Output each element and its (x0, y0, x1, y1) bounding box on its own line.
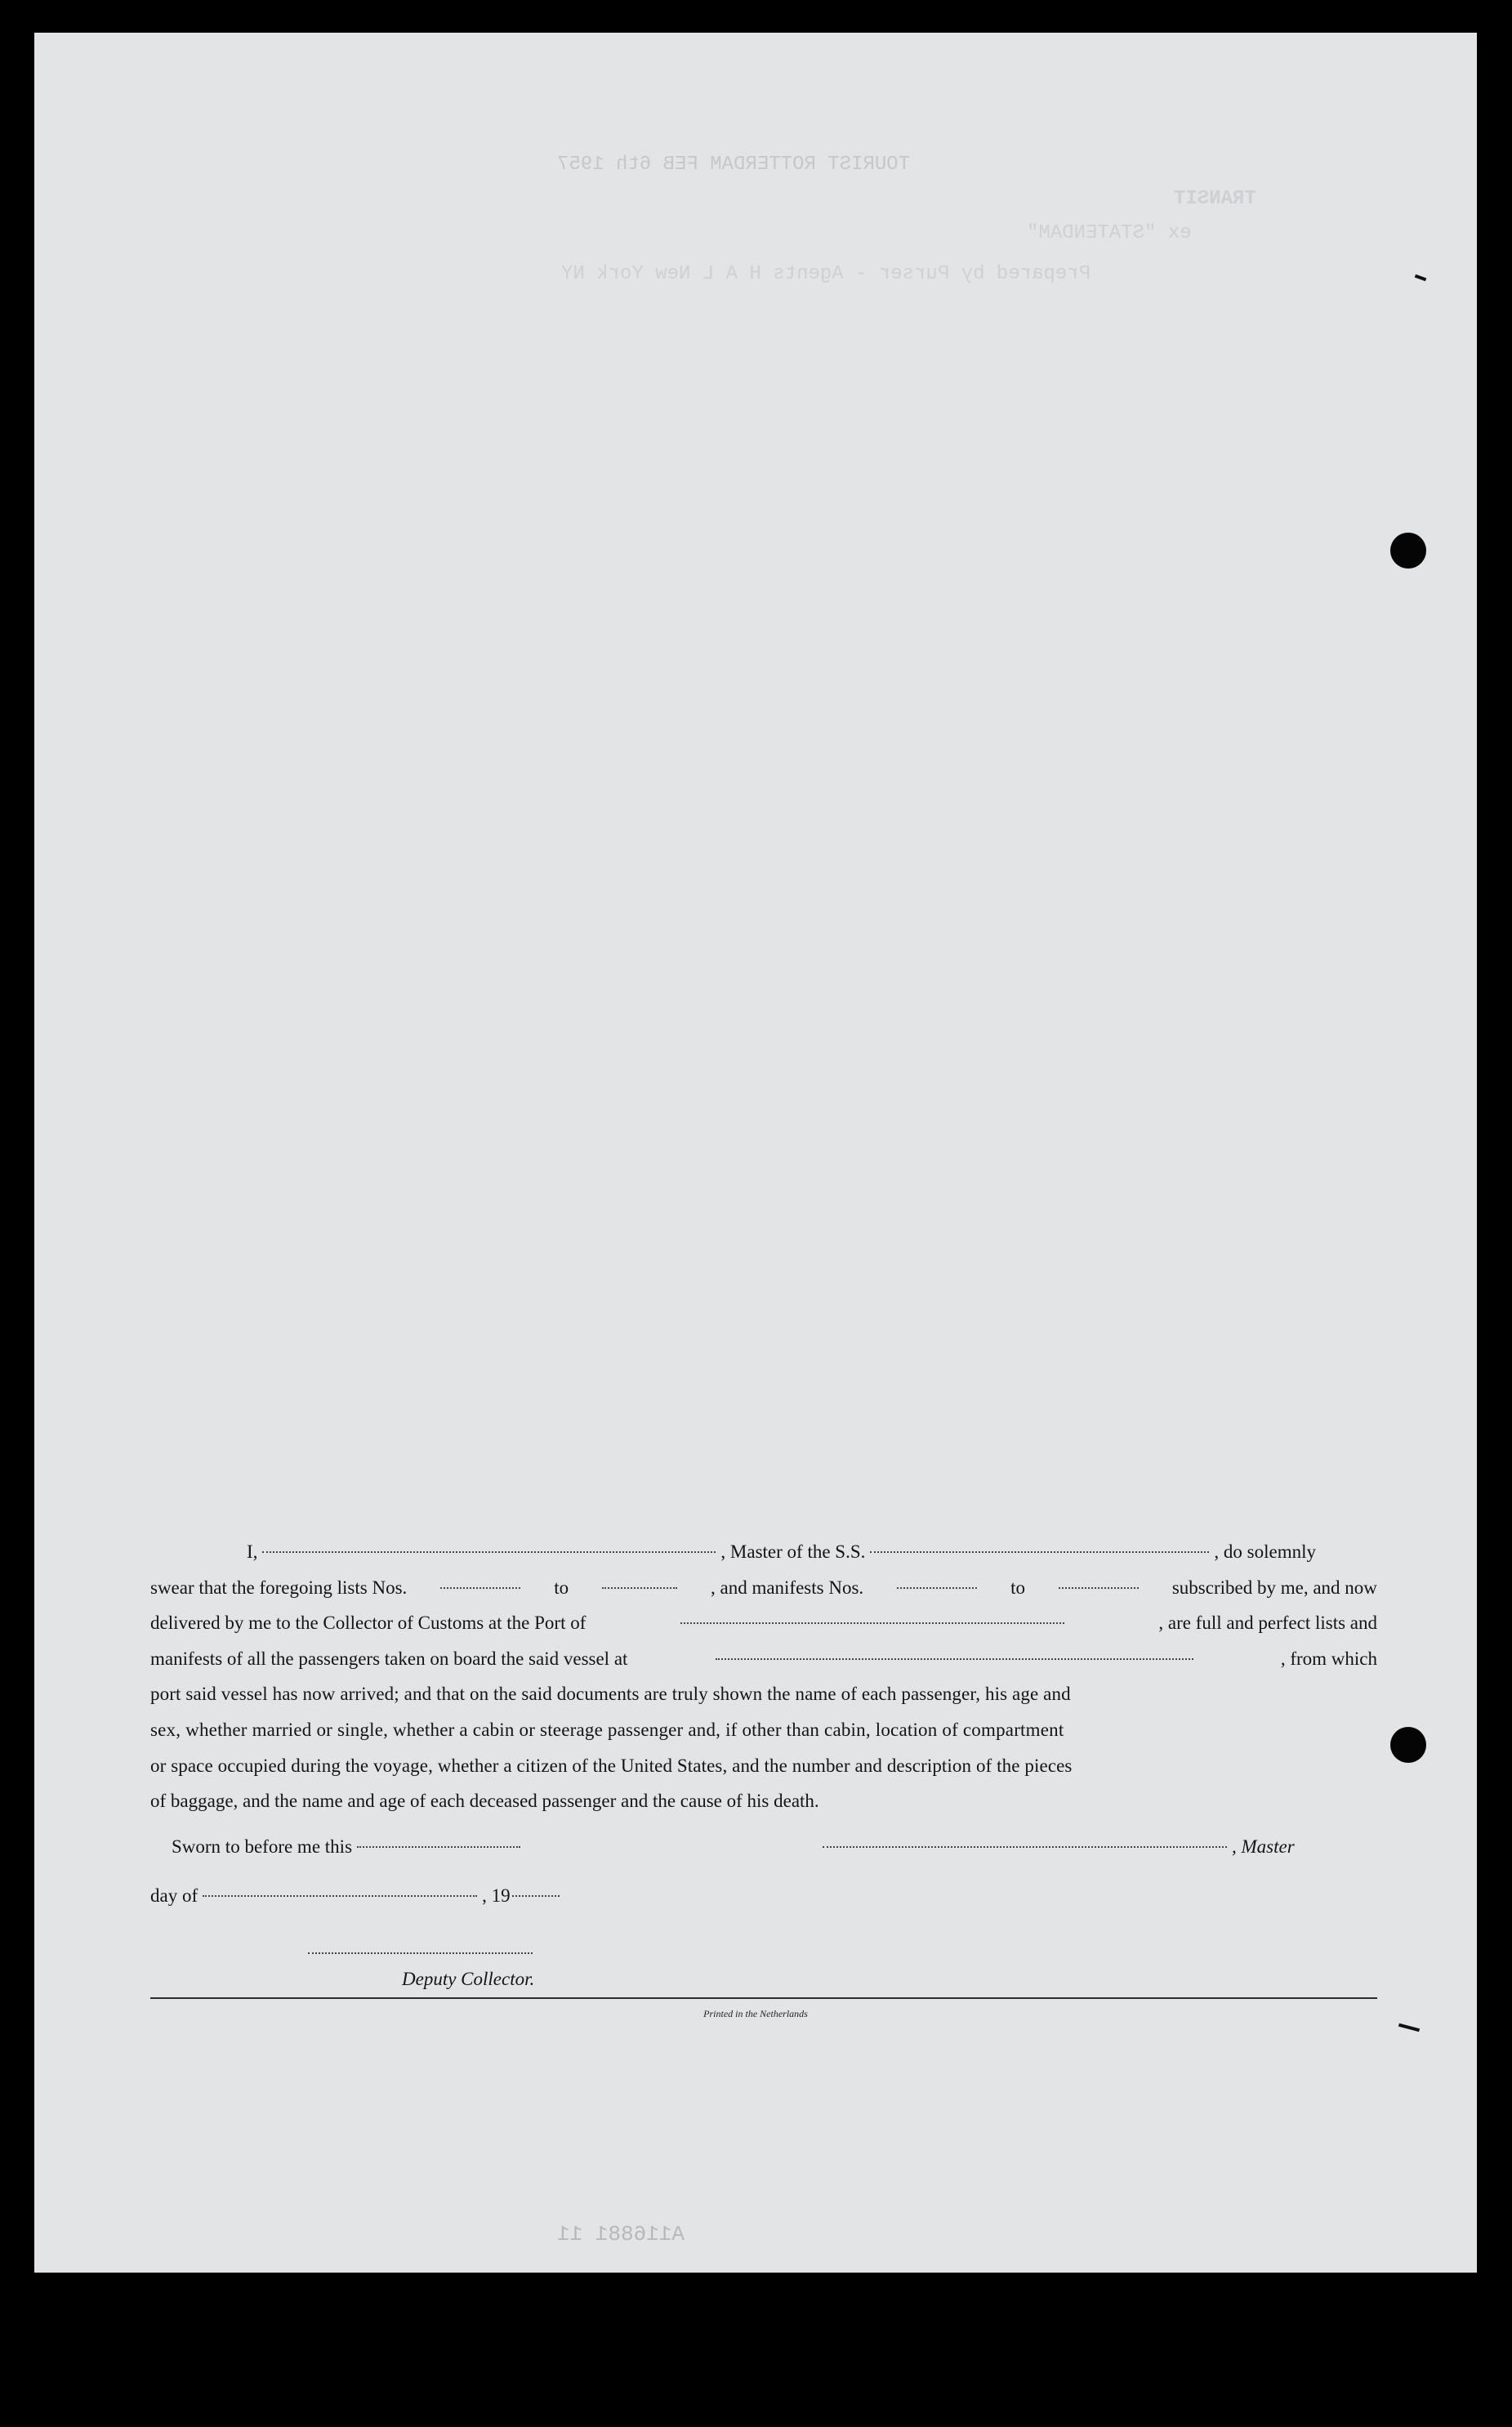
lists-from-field[interactable] (440, 1586, 520, 1589)
year-label: , 19 (482, 1885, 511, 1906)
master-signature-field[interactable] (823, 1845, 1227, 1848)
ghost-heading-transit: TRANSIT (1174, 188, 1256, 210)
oath-text: I, (247, 1541, 258, 1562)
day-line (150, 1885, 1377, 1907)
oath-paragraph (150, 1534, 1377, 1819)
oath-text: , and manifests Nos. (710, 1577, 864, 1598)
oath-line-7 (150, 1748, 1377, 1784)
port-field[interactable] (680, 1622, 1064, 1624)
oath-text: subscribed by me, and now (1171, 1577, 1377, 1598)
oath-line-2 (150, 1570, 1377, 1606)
oath-text: delivered by me to the Collector of Customs at the Port of (150, 1613, 587, 1634)
oath-text: manifests of all the passengers taken on board the said vessel at (150, 1648, 628, 1669)
master-name-field[interactable] (262, 1550, 716, 1553)
ghost-heading-ship: ex "STATENDAM" (1027, 222, 1192, 244)
oath-text: port said vessel has now arrived; and that on the said documents are truly shown the name of each passenger, his age and (150, 1684, 1071, 1705)
day-of-label: day of (150, 1885, 198, 1906)
oath-line-6 (150, 1712, 1377, 1748)
oath-text: sex, whether married or single, whether a cabin or steerage passenger and, if other than cabin, location of compartment (150, 1719, 1064, 1740)
year-field[interactable] (512, 1894, 560, 1897)
master-label: , Master (1232, 1836, 1295, 1857)
manifests-to-field[interactable] (1059, 1586, 1139, 1589)
oath-text: to (1010, 1577, 1025, 1598)
printed-in-label: Printed in the Netherlands (703, 2008, 808, 2019)
oath-text: , Master of the S.S. (720, 1541, 866, 1562)
oath-line-3 (150, 1605, 1377, 1641)
oath-text: swear that the foregoing lists Nos. (150, 1577, 408, 1598)
ghost-heading-prepared: Prepared by Purser - Agents H A L New York NY (561, 263, 1091, 285)
deputy-signature-field[interactable] (308, 1952, 533, 1954)
sworn-line (150, 1836, 1377, 1858)
oath-line-4 (150, 1641, 1377, 1677)
edge-mark (1398, 2023, 1420, 2032)
oath-line-1 (150, 1534, 1377, 1570)
oath-text: , do solemnly (1214, 1541, 1316, 1562)
manifests-from-field[interactable] (897, 1586, 977, 1589)
footer-rule (150, 1997, 1377, 1999)
edge-mark (1415, 274, 1427, 282)
oath-text: of baggage, and the name and age of each deceased passenger and the cause of his death. (150, 1791, 819, 1812)
manifest-page (34, 33, 1477, 2273)
ship-name-field[interactable] (870, 1550, 1209, 1553)
boarding-port-field[interactable] (716, 1657, 1193, 1660)
punch-hole-top (1390, 533, 1426, 569)
day-of-field[interactable] (203, 1894, 477, 1897)
oath-line-5 (150, 1676, 1377, 1712)
oath-text: , are full and perfect lists and (1158, 1613, 1377, 1634)
ghost-heading-tourist: TOURIST ROTTERDAM FEB 6th 1957 (557, 154, 911, 176)
oath-text: or space occupied during the voyage, whether a citizen of the United States, and the number and description of the pieces (150, 1755, 1073, 1776)
sworn-block (150, 1836, 1377, 1907)
deputy-collector-label: Deputy Collector. (402, 1969, 535, 1989)
archive-stamp: A116881 11 (557, 2222, 685, 2246)
oath-text: , from which (1280, 1648, 1377, 1669)
lists-to-field[interactable] (602, 1586, 677, 1589)
punch-hole-bottom (1390, 1727, 1426, 1763)
sworn-label: Sworn to before me this (172, 1836, 353, 1857)
sworn-date-field[interactable] (357, 1845, 520, 1848)
oath-line-8 (150, 1783, 1377, 1819)
oath-text: to (554, 1577, 569, 1598)
